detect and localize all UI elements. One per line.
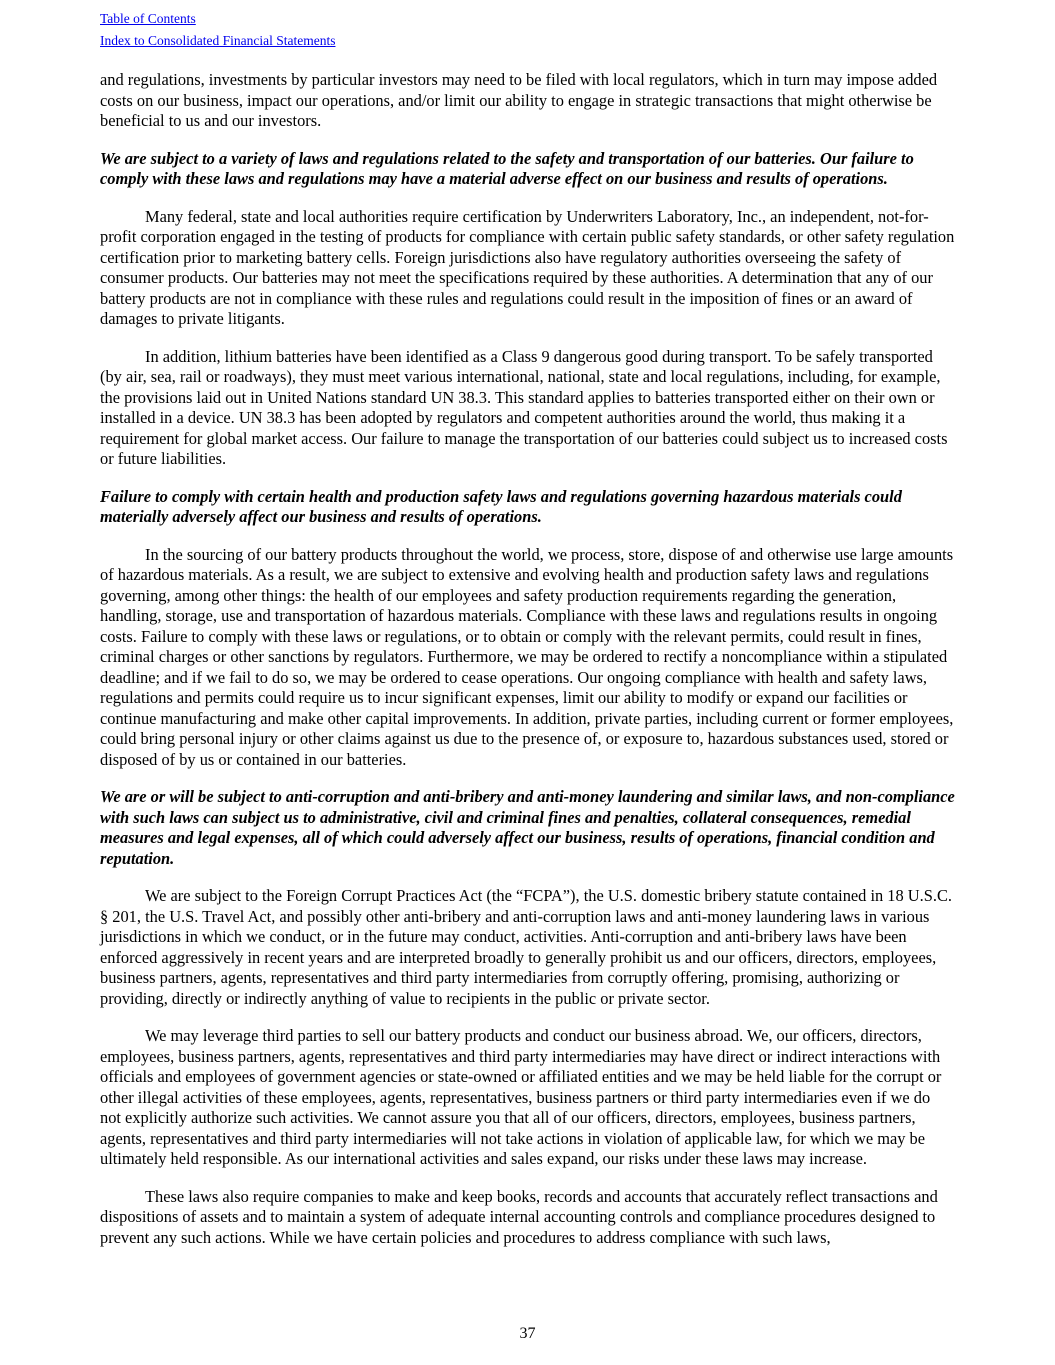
risk-heading: Failure to comply with certain health and production safety laws and regulations governing hazardous materials could materially adversely affect our business and results of operations.	[100, 486, 902, 526]
risk-paragraph: In the sourcing of our battery products throughout the world, we process, store, dispose of and otherwise use large amounts of hazardous materials. As a result, we are subject to extensive and evolving health and production safety laws and regulations governing, among other things: the health of our employees and safety production requirements regarding the generation, handling, storage, use and transportation of hazardous materials. Compliance with these laws and regulations results in ongoing costs. Failure to comply with these laws or regulations, or to obtain or comply with the relevant permits, could result in fines, criminal charges or other sanctions by regulators. Furthermore, we may be ordered to rectify a noncompliance within a stipulated deadline; and if we fail to do so, we may be ordered to cease operations. Our ongoing compliance with health and safety laws, regulations and permits could require us to incur significant expenses, limit our ability to modify or expand our facilities or continue manufacturing and make other capital improvements. In addition, private parties, including current or former employees, could bring personal injury or other claims against us due to the presence of, or exposure to, hazardous substances used, stored or disposed of by us or contained in our batteries.	[100, 544, 954, 769]
risk-paragraph: Many federal, state and local authorities require certification by Underwriters Laboratory, Inc., an independent, not-for-profit corporation engaged in the testing of products for compliance with certain public safety standards, or other safety regulation certification prior to marketing battery cells. Foreign jurisdictions also have regulatory authorities overseeing the safety of consumer products. Our batteries may not meet the specifications required by these authorities. A determination that any of our battery products are not in compliance with these rules and regulations could result in the imposition of fines or an award of damages to private litigants.	[100, 206, 955, 328]
document-body	[100, 70, 955, 1248]
page-number: 37	[519, 1325, 536, 1342]
table-of-contents-link[interactable]: Table of Contents	[100, 11, 196, 26]
header-links	[100, 8, 955, 52]
risk-heading: We are or will be subject to anti-corruption and anti-bribery and anti-money laundering and similar laws, and non-compliance with such laws can subject us to administrative, civil and criminal fines and penalties, collateral consequences, remedial measures and legal expenses, all of which could adversely affect our business, results of operations, financial condition and reputation.	[100, 787, 955, 868]
risk-heading: We are subject to a variety of laws and regulations related to the safety and transportation of our batteries. Our failure to comply with these laws and regulations may have a material adverse effect on our business and results of operations.	[100, 148, 914, 188]
risk-paragraph: We are subject to the Foreign Corrupt Practices Act (the “FCPA”), the U.S. domestic bribery statute contained in 18 U.S.C. § 201, the U.S. Travel Act, and possibly other anti-bribery and anti-corruption laws and anti-money laundering laws in various jurisdictions in which we conduct, or in the future may conduct, activities. Anti-corruption and anti-bribery laws have been enforced aggressively in recent years and are interpreted broadly to generally prohibit us and our officers, directors, employees, business partners, agents, representatives and third party intermediaries from corruptly offering, promising, authorizing or providing, directly or indirectly anything of value to recipients in the public or private sector.	[100, 886, 952, 1008]
risk-paragraph: These laws also require companies to make and keep books, records and accounts that accurately reflect transactions and dispositions of assets and to maintain a system of adequate internal accounting controls and compliance procedures designed to prevent any such actions. While we have certain policies and procedures to address compliance with such laws,	[100, 1186, 938, 1247]
risk-paragraph: In addition, lithium batteries have been identified as a Class 9 dangerous good during transport. To be safely transported (by air, sea, rail or roadways), they must meet various international, national, state and local regulations, including, for example, the provisions laid out in United Nations standard UN 38.3. This standard applies to batteries transported either on their own or installed in a device. UN 38.3 has been adopted by regulators and competent authorities around the world, thus making it a requirement for global market access. Our failure to manage the transportation of our batteries could subject us to increased costs or future liabilities.	[100, 346, 948, 468]
index-to-financial-statements-link[interactable]: Index to Consolidated Financial Statements	[100, 33, 336, 48]
risk-paragraph: We may leverage third parties to sell our battery products and conduct our business abroad. We, our officers, directors, employees, business partners, agents, representatives and third party intermediaries may have direct or indirect interactions with officials and employees of government agencies or state-owned or affiliated entities and we may be held liable for the corrupt or other illegal activities of these employees, agents, representatives, business partners or third party intermediaries even if we do not explicitly authorize such activities. We cannot assure you that all of our officers, directors, employees, business partners, agents, representatives and third party intermediaries will not take actions in violation of applicable law, for which we may be ultimately held responsible. As our international activities and sales expand, our risks under these laws may increase.	[100, 1026, 942, 1168]
risk-paragraph: and regulations, investments by particular investors may need to be filed with local regulators, which in turn may impose added costs on our business, impact our operations, and/or limit our ability to engage in strategic transactions that might otherwise be beneficial to us and our investors.	[100, 70, 938, 130]
